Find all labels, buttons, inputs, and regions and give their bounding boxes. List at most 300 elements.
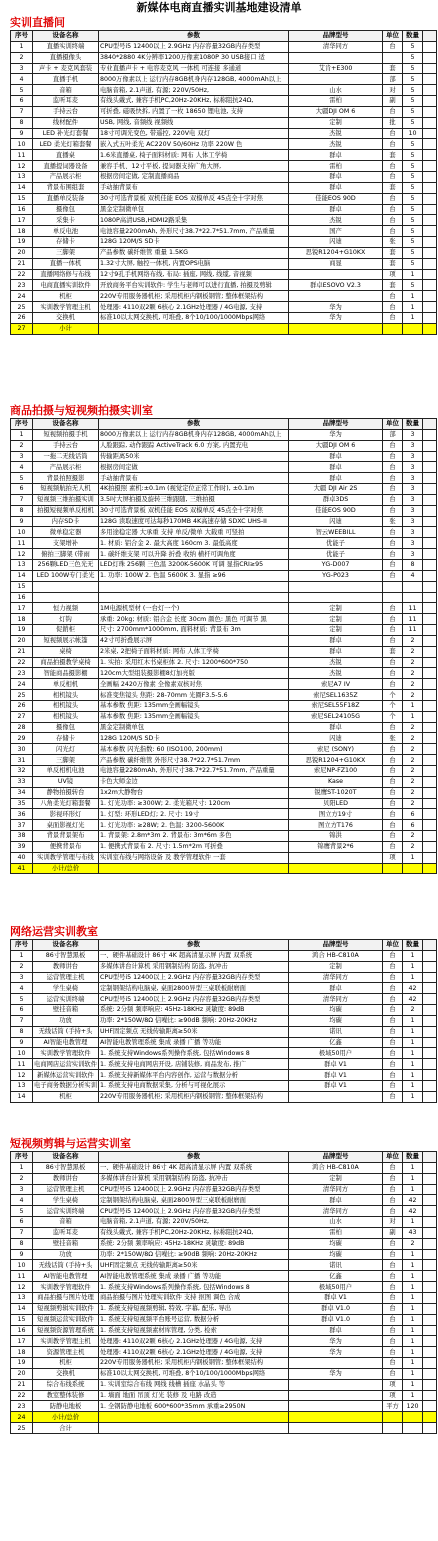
table-row — [11, 1048, 437, 1059]
table-row — [11, 538, 437, 549]
blank-cell — [423, 983, 437, 994]
device-params: 电脑音箱, 2.1声道, 有源; 220V/50Hz, — [99, 1217, 289, 1228]
blank-cell — [423, 1091, 437, 1102]
unit: 台 — [383, 1358, 403, 1369]
row-index: 27 — [11, 323, 33, 334]
device-name: 灯钩 — [33, 614, 99, 625]
row-index: 7 — [11, 494, 33, 505]
device-params: 定制钢架结构电脑桌, 桌面2800异型三桌联板耐磨面 — [99, 1195, 289, 1206]
device-params: 可折叠, 磁吸快拆, 内置了一枚 18650 锂电池, 支持 — [99, 106, 289, 117]
section-table — [10, 418, 437, 874]
device-name: 智能商品摄影棚 — [33, 668, 99, 679]
table-row — [11, 150, 437, 161]
table-row — [11, 302, 437, 313]
brand-model: 佳能EOS 90D — [289, 505, 383, 516]
unit: 台 — [383, 809, 403, 820]
device-name: 电商网店运营实训软件 — [34, 1060, 97, 1068]
device-name: 机柜 — [33, 291, 99, 302]
brand-model: 索尼A7 IV — [289, 679, 383, 690]
brand-model: 华为 — [289, 312, 383, 323]
device-name: AI智能电教管理 — [33, 1271, 99, 1282]
table-row — [11, 1379, 437, 1390]
brand-model: 群卓 — [289, 983, 383, 994]
table-row — [11, 494, 437, 505]
blank-cell — [423, 635, 437, 646]
blank-cell — [423, 690, 437, 701]
blank-cell — [423, 657, 437, 668]
row-index: 35 — [11, 798, 33, 809]
device-name: 功放 — [33, 1015, 99, 1026]
unit: 台 — [383, 831, 403, 842]
brand-model: 群卓 — [289, 722, 383, 733]
device-name: 无线话筒 (手持+头 — [33, 1026, 99, 1037]
brand-model — [289, 291, 383, 302]
quantity: 1 — [403, 1026, 423, 1037]
unit: 台 — [383, 484, 403, 495]
quantity: 1 — [403, 312, 423, 323]
brand-model: 索尼SEL1635Z — [289, 690, 383, 701]
column-header: 品牌型号 — [289, 940, 383, 951]
device-params: 18寸可调光变色, 带遥控, 220V电 双灯 — [99, 128, 289, 139]
table-header-row — [11, 31, 437, 42]
brand-model: 华为 — [289, 1368, 383, 1379]
unit: 台 — [383, 722, 403, 733]
row-index: 13 — [11, 1080, 33, 1091]
blank-cell — [423, 1005, 437, 1016]
brand-model: YG-D007 — [289, 559, 383, 570]
blank-cell — [423, 733, 437, 744]
table-header-row — [11, 419, 437, 430]
row-index: 2 — [11, 1173, 33, 1184]
brand-model: 群卓 V1.0 — [289, 1314, 383, 1325]
device-params: 1.32寸大屏, 触控一体机, 内置OPS电脑 — [99, 258, 289, 269]
column-header: 序号 — [11, 419, 33, 430]
device-params: 基本参数 焦距: 135mm全画幅镜头 — [99, 711, 289, 722]
row-index: 21 — [11, 258, 33, 269]
blank-cell — [423, 538, 437, 549]
blank-cell — [423, 150, 437, 161]
blank-cell — [423, 1070, 437, 1081]
device-name: 存储卡 — [33, 237, 99, 248]
device-name: 电子商务数据分析实训 — [34, 1082, 97, 1090]
device-params: 120cm大型组装摄影棚8灯加亮版 — [99, 668, 289, 679]
row-index: 19 — [11, 1358, 33, 1369]
blank-cell — [423, 1347, 437, 1358]
quantity: 5 — [403, 204, 423, 215]
device-params: 1. 材质: 铝合金 2. 最大高度 160cm 3. 最低高度 — [99, 538, 289, 549]
device-name: 闪光灯 — [33, 744, 99, 755]
blank-cell — [423, 809, 437, 820]
device-params: CPU型号i5 12400以上 2.9GHz 内存容量32GB内存类型 — [99, 994, 289, 1005]
unit: 台 — [383, 841, 403, 852]
row-index: 34 — [11, 787, 33, 798]
column-header: 单位 — [383, 31, 403, 42]
device-name: 直播提词器设备 — [33, 161, 99, 172]
device-name: 桌椅 — [33, 646, 99, 657]
table-row — [11, 1015, 437, 1026]
quantity — [403, 581, 423, 592]
row-index: 23 — [11, 280, 33, 291]
device-params: 128G 读取速度可达每秒170MB 4K高速存储 SDXC UHS-II — [99, 516, 289, 527]
quantity: 3 — [403, 440, 423, 451]
column-header: 设备名称 — [33, 31, 99, 42]
unit: 对 — [383, 85, 403, 96]
blank-cell — [423, 473, 437, 484]
quantity: 5 — [403, 106, 423, 117]
unit: 台 — [383, 1195, 403, 1206]
blank-cell — [423, 820, 437, 831]
unit: 台 — [383, 139, 403, 150]
blank-cell — [423, 182, 437, 193]
brand-model: 华为 — [289, 429, 383, 440]
brand-model: 智云WEEBILL — [289, 527, 383, 538]
brand-model: 诺讯 — [289, 1260, 383, 1271]
row-index: 9 — [11, 516, 33, 527]
quantity: 2 — [403, 722, 423, 733]
device-params: 产品参数 碳纤维管 重量 1.5KG — [99, 247, 289, 258]
brand-model: 群卓 — [289, 451, 383, 462]
column-header: 设备名称 — [33, 940, 99, 951]
row-index: 16 — [11, 204, 33, 215]
blank-cell — [423, 302, 437, 313]
device-params: 1. 实训室综合布线 网线 线槽 插座 水晶头 等 — [99, 1379, 289, 1390]
unit: 套 — [383, 182, 403, 193]
table-row — [11, 1162, 437, 1173]
device-params: 1. 功率: 100W 2. 色温 5600K 3. 显指 ≥96 — [99, 570, 289, 581]
device-params: 专业直播声卡 + 电容麦克风 一体机 可连接 多通道 — [99, 63, 289, 74]
brand-model: 索尼SEL55F18Z — [289, 700, 383, 711]
brand-model: 清华同方 — [289, 972, 383, 983]
unit: 台 — [383, 570, 403, 581]
unit: 台 — [383, 1303, 403, 1314]
row-index: 13 — [11, 1292, 33, 1303]
device-params: 128G 120M/S SD卡 — [99, 733, 289, 744]
row-index: 21 — [11, 1379, 33, 1390]
device-name: 新媒体运营实训软件 — [33, 1070, 99, 1081]
row-index: 26 — [11, 312, 33, 323]
table-row — [11, 1080, 437, 1091]
table-row — [11, 679, 437, 690]
blank-cell — [423, 193, 437, 204]
unit — [383, 581, 403, 592]
blank-cell — [423, 1227, 437, 1238]
unit: 台 — [383, 1005, 403, 1016]
device-params: 1. 系统支持短视频素材库管理, 分类, 检索 — [99, 1325, 289, 1336]
row-index: 3 — [11, 972, 33, 983]
device-params: 兼容手机、12寸平板, 提词器支持广角大屏, — [99, 161, 289, 172]
brand-model: 群卓 — [289, 204, 383, 215]
unit: 个 — [383, 711, 403, 722]
quantity: 5 — [403, 258, 423, 269]
unit: 台 — [383, 1260, 403, 1271]
blank-cell — [423, 787, 437, 798]
brand-model: 杰锐 — [289, 128, 383, 139]
quantity: 1 — [403, 1271, 423, 1282]
device-params: UHF固定频点 无线传输距离≥50米 — [99, 1260, 289, 1271]
brand-model: 亿鑫 — [289, 1037, 383, 1048]
device-params: 1x2m大静物台 — [99, 787, 289, 798]
unit: 台 — [383, 766, 403, 777]
device-name: 背景拍照摄影 — [33, 473, 99, 484]
device-params: 根据房间定做 — [99, 462, 289, 473]
brand-model: 群卓 — [289, 462, 383, 473]
quantity: 42 — [403, 983, 423, 994]
table-header-row — [11, 940, 437, 951]
table-row — [11, 1091, 437, 1102]
row-index: 17 — [11, 215, 33, 226]
blank-cell — [423, 755, 437, 766]
quantity: 1 — [403, 961, 423, 972]
quantity — [403, 592, 423, 603]
unit: 项 — [383, 1390, 403, 1401]
blank-cell — [423, 603, 437, 614]
column-header: 设备名称 — [33, 419, 99, 430]
blank-cell — [423, 972, 437, 983]
brand-model: 华为 — [289, 302, 383, 313]
device-params: 220V专用服务器机柜; 采用机柜内钢板钢管; 整体框架结构 — [99, 291, 289, 302]
device-name: 直播手机 — [33, 74, 99, 85]
quantity: 1 — [403, 1091, 423, 1102]
device-params: 1. 灯光功率: ≥300W; 2. 柔光箱尺寸: 120cm — [99, 798, 289, 809]
quantity: 6 — [403, 820, 423, 831]
brand-model: 均碳 — [289, 1015, 383, 1026]
device-params: 电池容量2200mAh, 外形尺寸38.7*22.7*51.7mm, 产品重量 — [99, 226, 289, 237]
unit: 台 — [383, 1368, 403, 1379]
row-index: 12 — [11, 1282, 33, 1293]
table-row — [11, 139, 437, 150]
quantity: 1 — [403, 1037, 423, 1048]
table-row — [11, 570, 437, 581]
column-header: 序号 — [11, 940, 33, 951]
table-row — [11, 312, 437, 323]
device-name: 教师讲台 — [33, 1173, 99, 1184]
table-row — [11, 1303, 437, 1314]
table-row — [11, 690, 437, 701]
device-params: 4K拍摄照 素机:±0.1m (视觉定位正常工作时), ±0.1m — [99, 484, 289, 495]
device-params: 多用途稳定器 大承重 支持 单反/微单 大载重 可竖拍 — [99, 527, 289, 538]
quantity: 42 — [403, 994, 423, 1005]
table-row — [11, 1260, 437, 1271]
blank-cell — [423, 950, 437, 961]
section-title: 短视频剪辑与运营实训室 — [10, 1137, 131, 1150]
blank-cell — [423, 74, 437, 85]
blank-cell — [423, 505, 437, 516]
quantity: 3 — [403, 538, 423, 549]
brand-model — [289, 1091, 383, 1102]
brand-model: 定制 — [289, 614, 383, 625]
unit: 套 — [383, 280, 403, 291]
brand-model: 索尼NP-FZ100 — [289, 766, 383, 777]
device-params: 2米桌, 2把椅子面料材质: 网布 人体工学椅 — [99, 646, 289, 657]
unit: 台 — [383, 1325, 403, 1336]
brand-model — [289, 1390, 383, 1401]
table-row — [11, 776, 437, 787]
blank-cell — [423, 1260, 437, 1271]
row-index: 5 — [11, 1206, 33, 1217]
column-header: 单位 — [383, 1152, 403, 1163]
blank-cell — [423, 494, 437, 505]
table-row — [11, 592, 437, 603]
table-row — [11, 1238, 437, 1249]
row-index: 33 — [11, 776, 33, 787]
blank-cell — [423, 1184, 437, 1195]
row-index: 2 — [11, 52, 33, 63]
row-index: 3 — [11, 1184, 33, 1195]
blank-cell — [423, 581, 437, 592]
quantity: 5 — [403, 226, 423, 237]
device-params: 1. 系统支持Windows系列操作系统, 包括Windows 8 — [99, 1048, 289, 1059]
quantity: 1 — [403, 1080, 423, 1091]
brand-model: 大疆 DJI Air 2S — [289, 484, 383, 495]
quantity: 120 — [403, 1401, 423, 1412]
row-index: 16 — [11, 1325, 33, 1336]
table-row — [11, 1217, 437, 1228]
device-name: 功放 — [33, 1249, 99, 1260]
table-row — [11, 1206, 437, 1217]
quantity: 1 — [403, 1379, 423, 1390]
brand-model: 均碳 — [289, 1005, 383, 1016]
quantity: 2 — [403, 690, 423, 701]
device-name: 俯拍三脚架 (带雨 — [33, 549, 99, 560]
unit: 台 — [383, 961, 403, 972]
unit: 台 — [383, 983, 403, 994]
unit: 台 — [383, 1238, 403, 1249]
device-name: 促銷柜 — [33, 625, 99, 636]
unit: 台 — [383, 972, 403, 983]
brand-model: 索尼SEL24105G — [289, 711, 383, 722]
blank-cell — [423, 226, 437, 237]
row-index: 23 — [11, 1401, 33, 1412]
device-name: 直播网络修与布线 — [33, 269, 99, 280]
device-params: 功率: 2*150W/8Ω 信噪比: ≥90dB 频响: 20Hz-20KHz — [99, 1249, 289, 1260]
device-name: 短视频运营实训软件 — [33, 1314, 99, 1325]
brand-model: 大疆DJI OM 6 — [289, 440, 383, 451]
brand-model: 定制 — [289, 961, 383, 972]
table-row — [11, 1336, 437, 1347]
device-name: 三脚架 — [33, 755, 99, 766]
unit: 台 — [383, 614, 403, 625]
quantity: 1 — [403, 269, 423, 280]
brand-model: 国产 — [289, 226, 383, 237]
quantity: 1 — [403, 1070, 423, 1081]
quantity: 2 — [403, 679, 423, 690]
device-params: 220V专用服务器机柜; 采用机柜内钢板钢管; 整体框架结构 — [99, 1091, 289, 1102]
row-index: 20 — [11, 635, 33, 646]
unit: 台 — [383, 1314, 403, 1325]
row-index: 1 — [11, 1162, 33, 1173]
blank-cell — [423, 171, 437, 182]
brand-model: 优能子 — [289, 538, 383, 549]
brand-model: YG-P023 — [289, 570, 383, 581]
blank-cell — [423, 1303, 437, 1314]
device-params: 有线头戴式, 兼容手机PC,20Hz-20KHz, 标称阻抗24Ω, — [99, 1227, 289, 1238]
device-name: 支架增补 — [33, 538, 99, 549]
row-index: 7 — [11, 1227, 33, 1238]
table-row — [11, 226, 437, 237]
column-header: 品牌型号 — [289, 1152, 383, 1163]
row-index: 4 — [11, 983, 33, 994]
column-header: 数量 — [403, 940, 423, 951]
device-params: 多媒体讲台计算机 采用钢制结构 防盗, 抗冲击 — [99, 961, 289, 972]
unit: 台 — [383, 41, 403, 52]
unit: 副 — [383, 96, 403, 107]
quantity: 11 — [403, 603, 423, 614]
quantity: 2 — [403, 787, 423, 798]
unit: 台 — [383, 1173, 403, 1184]
blank-cell — [423, 994, 437, 1005]
row-index: 5 — [11, 85, 33, 96]
blank-cell — [423, 1401, 437, 1412]
blank-cell — [423, 1325, 437, 1336]
unit — [383, 323, 403, 334]
unit: 台 — [383, 994, 403, 1005]
row-index: 19 — [11, 625, 33, 636]
blank-cell — [423, 852, 437, 863]
device-name: 直播单反装备 — [33, 193, 99, 204]
quantity: 5 — [403, 52, 423, 63]
device-name: 256颗LED三色光无 — [33, 559, 99, 570]
blank-cell — [423, 1162, 437, 1173]
device-params: 多媒体讲台计算机 采用钢制结构 防盗, 抗冲击 — [99, 1173, 289, 1184]
device-params: 手动抽背景布 — [99, 473, 289, 484]
unit: 套 — [383, 646, 403, 657]
unit: 台 — [383, 744, 403, 755]
row-index: 8 — [11, 117, 33, 128]
device-params — [99, 592, 289, 603]
device-name: 壁挂音箱 — [33, 1005, 99, 1016]
device-params: USB, 网线, 音频线 视频线 — [99, 117, 289, 128]
device-params — [99, 863, 289, 874]
device-name — [33, 592, 99, 603]
device-name: 音箱 — [33, 1217, 99, 1228]
quantity: 5 — [403, 85, 423, 96]
table-row — [11, 117, 437, 128]
blank-cell — [423, 1249, 437, 1260]
device-name: 摄像包 — [33, 204, 99, 215]
device-name: 直播摄像头 — [33, 52, 99, 63]
device-params: 8000万像素以上 运行内存8GB机身内存128GB, 4000mAh以上 — [99, 74, 289, 85]
row-index: 22 — [11, 657, 33, 668]
device-params: 人脸跟踪, 动作跟踪 ActiveTrack 6.0 方案, 内置充电 — [99, 440, 289, 451]
device-name: 桌面影视灯光 — [33, 820, 99, 831]
table-row — [11, 798, 437, 809]
unit: 张 — [383, 516, 403, 527]
brand-model: 优能子 — [289, 549, 383, 560]
row-index: 3 — [11, 63, 33, 74]
brand-model: 群卓 V1 — [289, 1070, 383, 1081]
brand-model: 群卓 V1 — [289, 1292, 383, 1303]
column-header-blank — [423, 31, 437, 42]
row-index: 28 — [11, 722, 33, 733]
device-name: 单反相机电池 — [33, 766, 99, 777]
table-row — [11, 1358, 437, 1369]
table-row — [11, 668, 437, 679]
unit: 台 — [383, 1162, 403, 1173]
column-header: 单位 — [383, 940, 403, 951]
brand-model — [289, 592, 383, 603]
table-row — [11, 559, 437, 570]
blank-cell — [423, 41, 437, 52]
device-name: 运营实训终端 — [33, 994, 99, 1005]
table-row — [11, 1005, 437, 1016]
device-params — [99, 1412, 289, 1423]
brand-model: 山水 — [289, 1217, 383, 1228]
device-params: 全画幅 2420万像素 全像素双核对焦 — [99, 679, 289, 690]
quantity: 1 — [403, 1015, 423, 1026]
quantity — [403, 863, 423, 874]
table-row — [11, 440, 437, 451]
quantity: 10 — [403, 128, 423, 139]
